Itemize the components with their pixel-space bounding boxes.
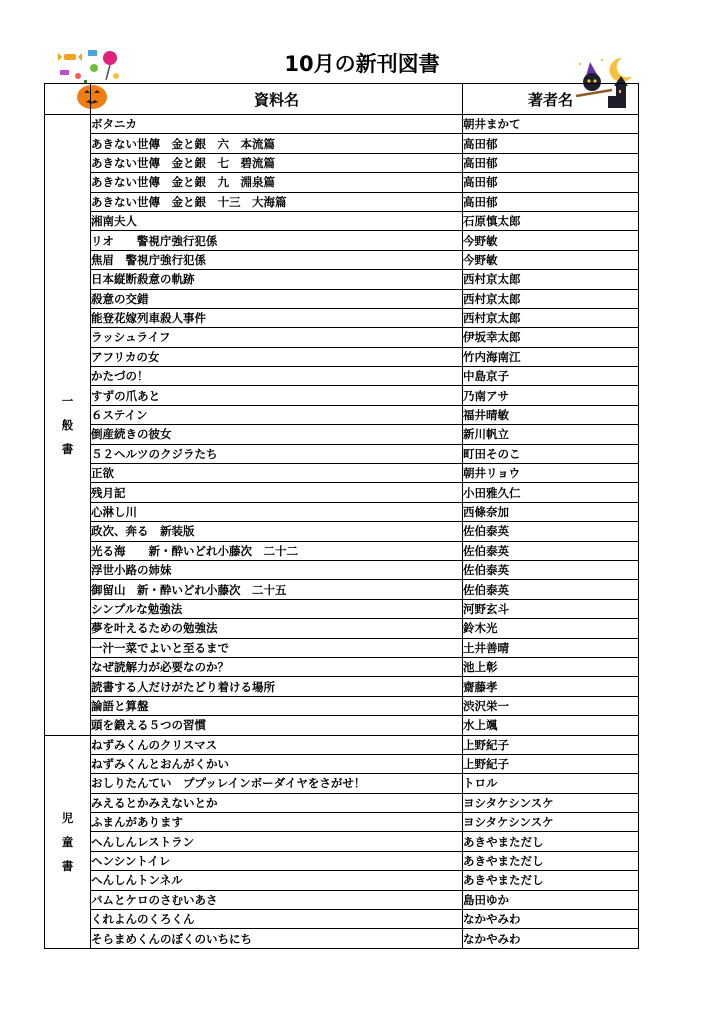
book-title: ５２ヘルツのクジラたち	[91, 444, 463, 463]
book-author: 水上颯	[463, 716, 639, 735]
table-row	[45, 153, 639, 172]
book-title: 夢を叶えるための勉強法	[91, 619, 463, 638]
table-row	[45, 522, 639, 541]
book-author: 佐伯泰英	[463, 541, 639, 560]
book-author: トロル	[463, 774, 639, 793]
book-author: 西條奈加	[463, 502, 639, 521]
book-author: 齋藤孝	[463, 677, 639, 696]
header-title: 資料名	[91, 84, 463, 115]
book-title: 能登花嫁列車殺人事件	[91, 308, 463, 327]
book-title: 読書する人だけがたどり着ける場所	[91, 677, 463, 696]
table-row	[45, 890, 639, 909]
category-char: 般	[61, 417, 74, 432]
book-author: 高田郁	[463, 173, 639, 192]
book-title: 倒産続きの彼女	[91, 425, 463, 444]
book-title: 正欲	[91, 464, 463, 483]
new-books-table	[44, 83, 639, 949]
book-title: 残月記	[91, 483, 463, 502]
book-title: 光る海 新・酔いどれ小藤次 二十二	[91, 541, 463, 560]
book-author: 朝井まかて	[463, 115, 639, 134]
book-author: 渋沢栄一	[463, 696, 639, 715]
book-title: ねずみくんのクリスマス	[91, 735, 463, 754]
book-author: 朝井リョウ	[463, 464, 639, 483]
book-author: 福井晴敏	[463, 405, 639, 424]
book-title: 殺意の交錯	[91, 289, 463, 308]
table-row	[45, 308, 639, 327]
book-author: 石原慎太郎	[463, 211, 639, 230]
book-title: あきない世傳 金と銀 七 碧流篇	[91, 153, 463, 172]
category-label	[45, 735, 91, 948]
book-title: 浮世小路の姉妹	[91, 560, 463, 579]
book-author: 今野敏	[463, 250, 639, 269]
table-row	[45, 115, 639, 134]
book-title: リオ 警視庁強行犯係	[91, 231, 463, 250]
book-title: ボタニカ	[91, 115, 463, 134]
book-author: 中島京子	[463, 367, 639, 386]
table-row	[45, 270, 639, 289]
book-author: あきやまただし	[463, 871, 639, 890]
table-row	[45, 735, 639, 754]
book-title: ６ステイン	[91, 405, 463, 424]
book-title: かたづの！	[91, 367, 463, 386]
table-body	[45, 115, 639, 949]
book-author: 鈴木光	[463, 619, 639, 638]
book-author: なかやみわ	[463, 910, 639, 929]
book-author: ヨシタケシンスケ	[463, 793, 639, 812]
table-header-row	[45, 84, 639, 115]
book-title: 一汁一菜でよいと至るまで	[91, 638, 463, 657]
table-row	[45, 832, 639, 851]
header-category-cell	[45, 84, 91, 115]
book-author: 新川帆立	[463, 425, 639, 444]
table-row	[45, 289, 639, 308]
book-title: へんしんトンネル	[91, 871, 463, 890]
book-author: ヨシタケシンスケ	[463, 813, 639, 832]
book-title: ラッシュライフ	[91, 328, 463, 347]
book-title: ねずみくんとおんがくかい	[91, 754, 463, 773]
book-author: あきやまただし	[463, 851, 639, 870]
book-author: 佐伯泰英	[463, 522, 639, 541]
table-row	[45, 328, 639, 347]
book-author: 西村京太郎	[463, 289, 639, 308]
book-author: 町田そのこ	[463, 444, 639, 463]
table-row	[45, 754, 639, 773]
book-author: 土井善晴	[463, 638, 639, 657]
table-row	[45, 716, 639, 735]
table-row	[45, 813, 639, 832]
book-title: そらまめくんのぼくのいちにち	[91, 929, 463, 948]
book-title: 湘南夫人	[91, 211, 463, 230]
book-author: なかやみわ	[463, 929, 639, 948]
book-title: シンプルな勉強法	[91, 599, 463, 618]
table-row	[45, 173, 639, 192]
table-row	[45, 386, 639, 405]
table-row	[45, 774, 639, 793]
table-row	[45, 134, 639, 153]
table-row	[45, 599, 639, 618]
page-title: 10月の新刊図書	[284, 52, 440, 76]
book-author: 高田郁	[463, 153, 639, 172]
table-row	[45, 677, 639, 696]
book-title: あきない世傳 金と銀 六 本流篇	[91, 134, 463, 153]
book-title: ヘンシントイレ	[91, 851, 463, 870]
table-row	[45, 483, 639, 502]
book-title: へんしんレストラン	[91, 832, 463, 851]
book-title: あきない世傳 金と銀 九 淵泉篇	[91, 173, 463, 192]
table-row	[45, 192, 639, 211]
table-row	[45, 851, 639, 870]
book-author: あきやまただし	[463, 832, 639, 851]
book-title: あきない世傳 金と銀 十三 大海篇	[91, 192, 463, 211]
table-row	[45, 580, 639, 599]
book-author: 池上彰	[463, 657, 639, 676]
table-row	[45, 367, 639, 386]
category-char: 一	[61, 393, 74, 408]
table-row	[45, 444, 639, 463]
category-char: 児	[61, 810, 74, 825]
book-title: 頭を鍛える５つの習慣	[91, 716, 463, 735]
table-row	[45, 541, 639, 560]
table-row	[45, 638, 639, 657]
table-row	[45, 347, 639, 366]
table-row	[45, 793, 639, 812]
table-row	[45, 696, 639, 715]
table-row	[45, 405, 639, 424]
table-row	[45, 619, 639, 638]
header-author: 著者名	[463, 84, 639, 115]
book-author: 西村京太郎	[463, 308, 639, 327]
book-author: 上野紀子	[463, 735, 639, 754]
book-title: すずの爪あと	[91, 386, 463, 405]
category-label	[45, 115, 91, 736]
table-row	[45, 211, 639, 230]
book-author: 島田ゆか	[463, 890, 639, 909]
table-row	[45, 231, 639, 250]
book-title: くれよんのくろくん	[91, 910, 463, 929]
book-author: 小田雅久仁	[463, 483, 639, 502]
book-title: なぜ読解力が必要なのか？	[91, 657, 463, 676]
book-author: 佐伯泰英	[463, 560, 639, 579]
book-author: 佐伯泰英	[463, 580, 639, 599]
table-row	[45, 502, 639, 521]
book-author: 上野紀子	[463, 754, 639, 773]
table-row	[45, 425, 639, 444]
table-row	[45, 871, 639, 890]
table-row	[45, 464, 639, 483]
table-row	[45, 929, 639, 948]
table-row	[45, 657, 639, 676]
book-author: 竹内海南江	[463, 347, 639, 366]
book-title: 御留山 新・酔いどれ小藤次 二十五	[91, 580, 463, 599]
book-title: 心淋し川	[91, 502, 463, 521]
book-author: 高田郁	[463, 134, 639, 153]
book-title: ふまんがあります	[91, 813, 463, 832]
book-author: 高田郁	[463, 192, 639, 211]
book-author: 西村京太郎	[463, 270, 639, 289]
book-title: バムとケロのさむいあさ	[91, 890, 463, 909]
category-char: 童	[61, 834, 74, 849]
book-author: 今野敏	[463, 231, 639, 250]
book-title: みえるとかみえないとか	[91, 793, 463, 812]
book-title: おしりたんてい ププッレインボーダイヤをさがせ！	[91, 774, 463, 793]
category-char: 書	[61, 441, 74, 456]
book-author: 河野玄斗	[463, 599, 639, 618]
table-row	[45, 560, 639, 579]
book-author: 伊坂幸太郎	[463, 328, 639, 347]
book-title: 政次、奔る 新装版	[91, 522, 463, 541]
book-title: 焦眉 警視庁強行犯係	[91, 250, 463, 269]
book-title: アフリカの女	[91, 347, 463, 366]
table-row	[45, 910, 639, 929]
category-char: 書	[61, 858, 74, 873]
book-author: 乃南アサ	[463, 386, 639, 405]
book-title: 日本縦断殺意の軌跡	[91, 270, 463, 289]
table-row	[45, 250, 639, 269]
book-title: 論語と算盤	[91, 696, 463, 715]
